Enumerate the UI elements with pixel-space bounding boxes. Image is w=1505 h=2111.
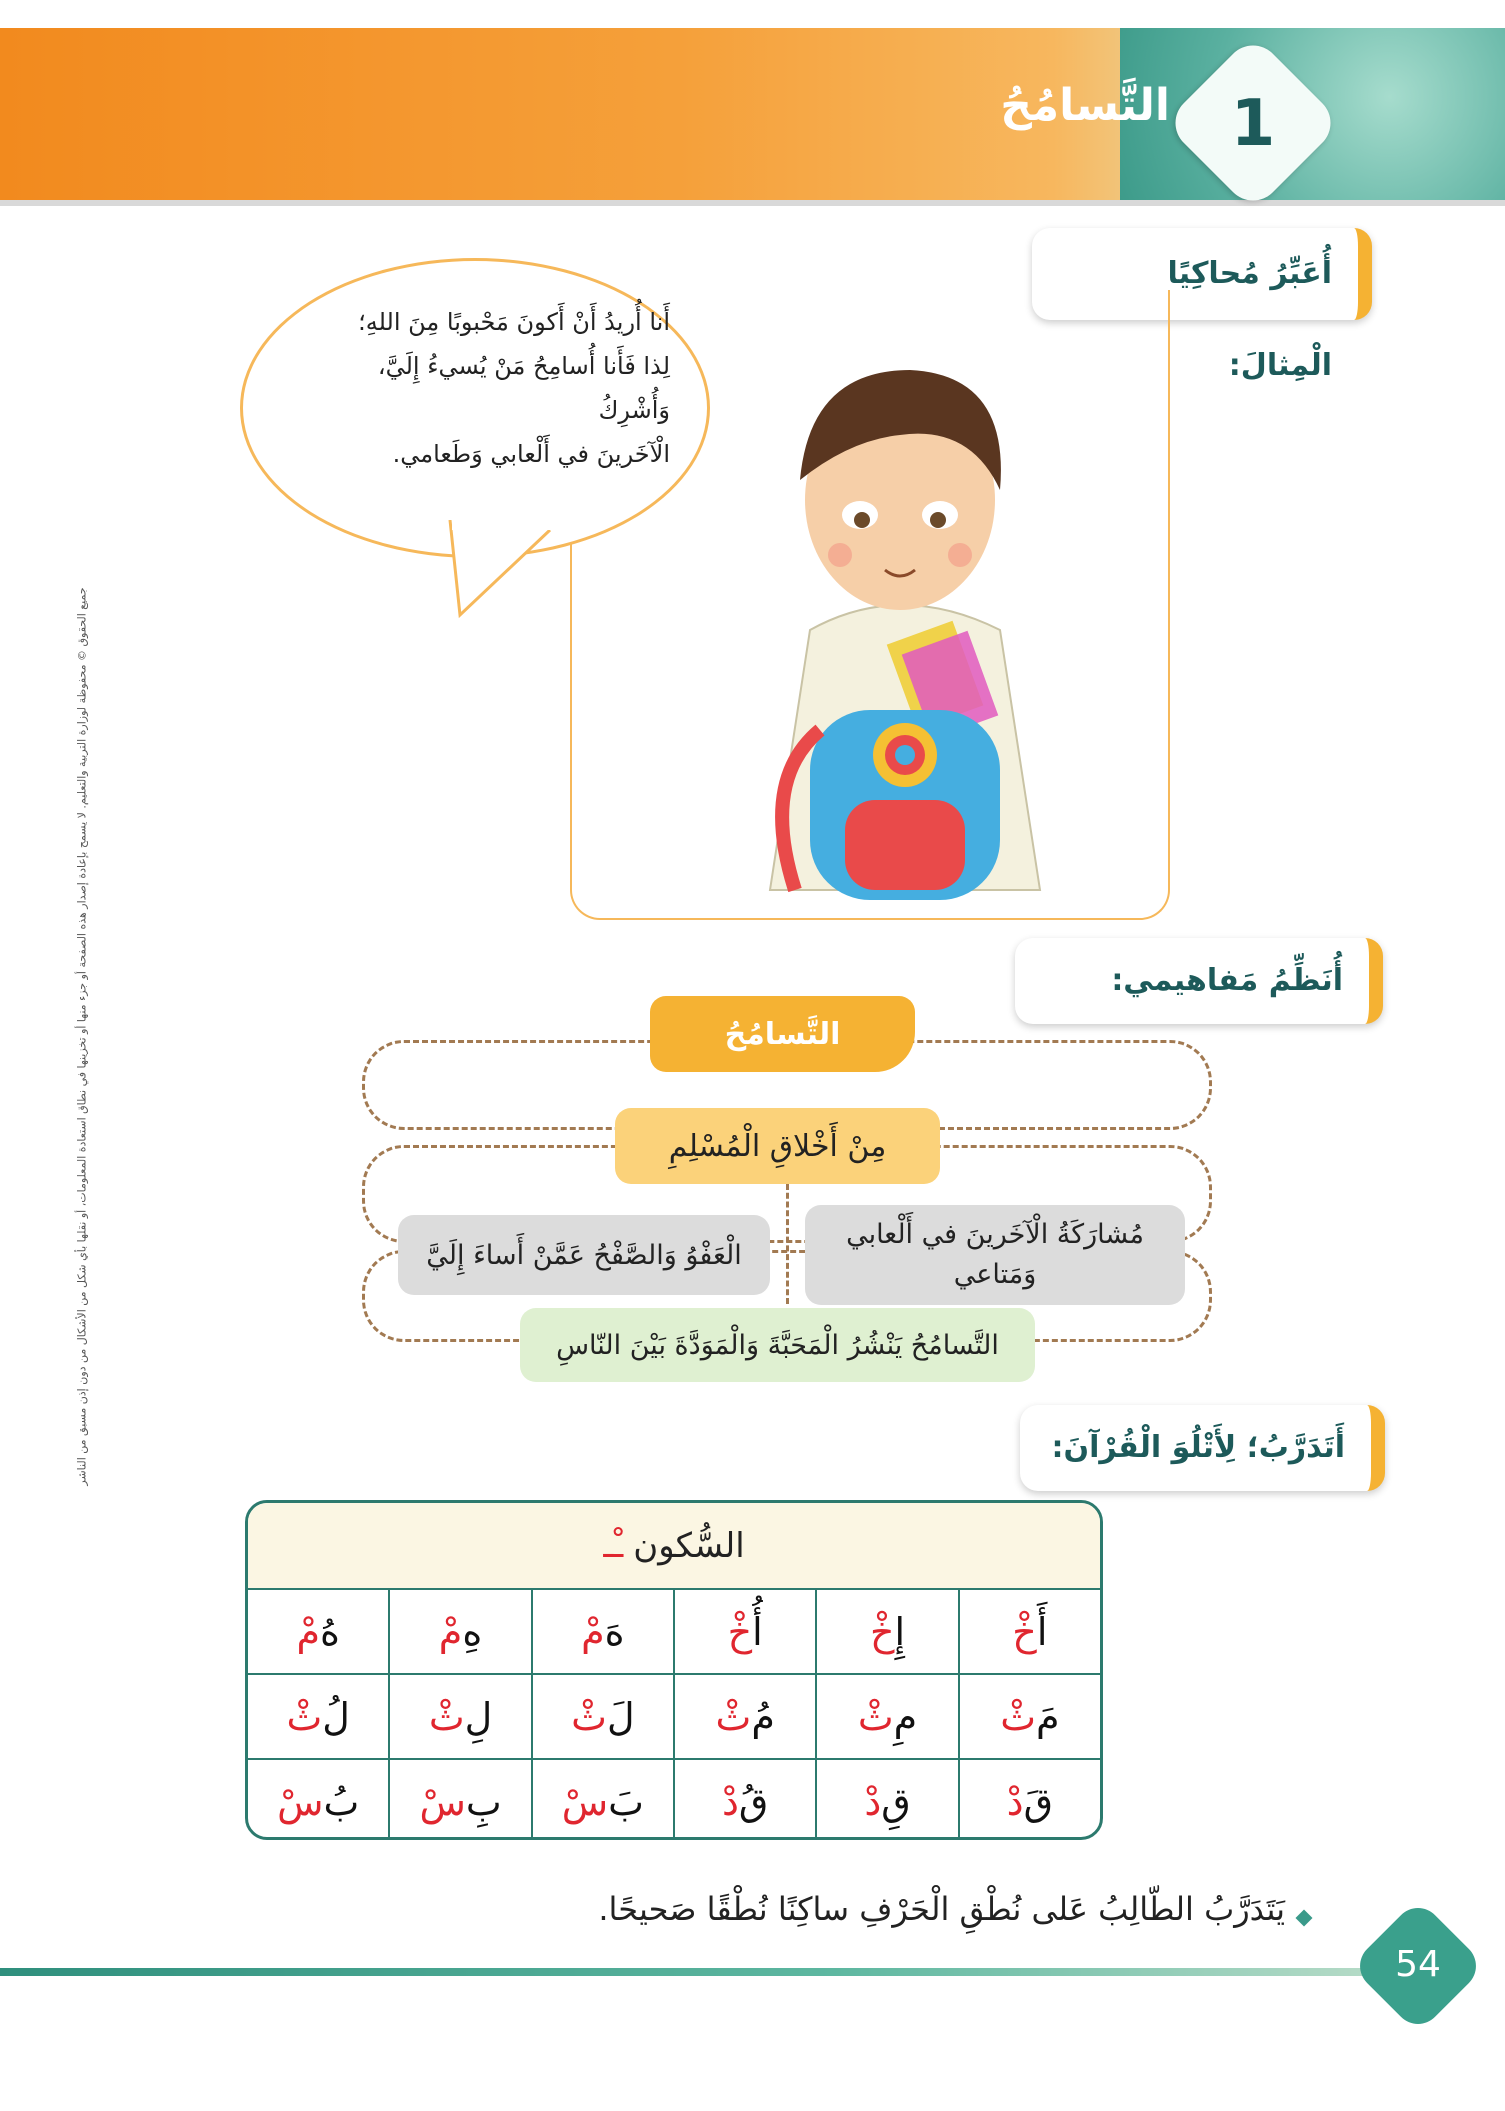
cell-sukun-letter: مْ: [296, 1609, 320, 1654]
cell-sukun-letter: خْ: [727, 1609, 753, 1654]
cell-sukun-letter: خْ: [869, 1609, 895, 1654]
cell-base-letter: أُ: [752, 1609, 763, 1654]
concept-left-box: الْعَفْوُ وَالصَّفْحُ عَمَّنْ أَساءَ إِلَيَّ: [398, 1215, 770, 1295]
bubble-line: الْآخَرينَ في أَلْعابي وَطَعامي.: [392, 440, 670, 468]
sukun-mark: ـْـ: [603, 1525, 624, 1566]
cell-base-letter: لَ: [606, 1694, 635, 1739]
cell-base-letter: بَ: [608, 1779, 644, 1824]
cell-base-letter: قَ: [1023, 1779, 1054, 1824]
cell-sukun-letter: دْ: [721, 1779, 739, 1824]
concept-connector: [786, 1184, 789, 1304]
table-cell: [673, 1760, 815, 1840]
table-cell: [531, 1675, 673, 1758]
cell-base-letter: مِ: [893, 1694, 918, 1739]
cell-base-letter: مَ: [1035, 1694, 1060, 1739]
cell-sukun-letter: دْ: [1006, 1779, 1024, 1824]
speech-bubble-text: [300, 300, 670, 476]
table-row: [248, 1760, 1100, 1840]
cell-sukun-letter: ثْ: [857, 1694, 894, 1739]
table-row: [248, 1675, 1100, 1760]
boy-with-backpack-illustration: [700, 330, 1100, 910]
cell-base-letter: هِ: [462, 1609, 483, 1654]
concept-middle-label: مِنْ أَخْلاقِ الْمُسْلِمِ: [615, 1108, 940, 1184]
table-cell: [958, 1760, 1100, 1840]
page-number: 54: [1395, 1944, 1441, 1985]
table-cell: [388, 1760, 530, 1840]
cell-sukun-letter: ثْ: [715, 1694, 752, 1739]
bubble-line: لِذا فَأَنا أُسامِحُ مَنْ يُسيءُ إِلَيَّ، وَأُشْرِكُ: [377, 352, 670, 424]
table-cell: [958, 1590, 1100, 1673]
table-cell: [673, 1590, 815, 1673]
cell-base-letter: لُ: [322, 1694, 350, 1739]
cell-base-letter: مُ: [751, 1694, 775, 1739]
speech-bubble-tail: [440, 520, 560, 620]
cell-base-letter: قُ: [738, 1779, 769, 1824]
section-title-organize: أُنَظِّمُ مَفاهيمي:: [1015, 938, 1383, 1024]
concept-top-label: التَّسامُحُ: [650, 996, 915, 1072]
cell-sukun-letter: سْ: [561, 1779, 609, 1824]
section-title-practice: أَتَدَرَّبُ؛ لِأَتْلُوَ الْقُرْآنَ:: [1020, 1405, 1385, 1491]
section-title-express: أُعَبِّرُ مُحاكِيًا الْمِثالَ:: [1032, 228, 1372, 320]
cell-sukun-letter: مْ: [438, 1609, 463, 1654]
cell-sukun-letter: سْ: [419, 1779, 466, 1824]
note-bullet-icon: [1296, 1910, 1313, 1927]
cell-base-letter: هُ: [320, 1609, 340, 1654]
practice-note: يَتَدَرَّبُ الطّالِبُ عَلى نُطْقِ الْحَرْفِ ساكِنًا نُطْقًا صَحيحًا.: [598, 1890, 1285, 1928]
table-cell: [815, 1675, 957, 1758]
table-cell: [531, 1760, 673, 1840]
cell-sukun-letter: ثْ: [571, 1694, 607, 1739]
table-cell: [388, 1675, 530, 1758]
cell-sukun-letter: سْ: [277, 1779, 324, 1824]
table-cell: [815, 1760, 957, 1840]
table-cell: [531, 1590, 673, 1673]
cell-sukun-letter: ثْ: [286, 1694, 323, 1739]
table-body: [248, 1590, 1100, 1840]
table-cell: [248, 1675, 388, 1758]
cell-base-letter: أَ: [1036, 1609, 1048, 1654]
cell-base-letter: قِ: [881, 1779, 911, 1824]
table-row: [248, 1590, 1100, 1675]
cell-base-letter: لِ: [464, 1694, 493, 1739]
concept-bottom-label: التَّسامُحُ يَنْشُرُ الْمَحَبَّةَ وَالْمَوَدَّةَ بَيْنَ النّاسِ: [520, 1308, 1035, 1382]
bubble-line: أَنا أُريدُ أَنْ أَكونَ مَحْبوبًا مِنَ اللهِ؛: [358, 308, 670, 336]
footer-line: [0, 1968, 1390, 1976]
table-cell: [815, 1590, 957, 1673]
table-cell: [248, 1760, 388, 1840]
cell-sukun-letter: دْ: [864, 1779, 882, 1824]
table-cell: [388, 1590, 530, 1673]
table-heading: [248, 1503, 1100, 1590]
table-cell: [673, 1675, 815, 1758]
sukun-letters-table: [245, 1500, 1103, 1840]
cell-base-letter: بِ: [465, 1779, 502, 1824]
lesson-title: التَّسامُحُ: [1000, 80, 1170, 131]
header-shadow: [0, 200, 1505, 206]
cell-base-letter: إِ: [894, 1609, 906, 1654]
cell-sukun-letter: خْ: [1012, 1609, 1037, 1654]
cell-sukun-letter: ثْ: [1000, 1694, 1036, 1739]
table-cell: [248, 1590, 388, 1673]
table-heading-word: السُّكون: [633, 1525, 745, 1566]
lesson-number: 1: [1230, 87, 1276, 161]
copyright-text: جميع الحقوق © محفوظة لوزارة التربية والتعليم. لا يسمح بإعادة إصدار هذه الصفحة أو جزء منها أو تخزينها في نطاق استعادة المعلومات، أو نقلها بأي شكل من الأشكال من دون إذن مسبق من الناشر: [75, 587, 89, 1486]
copyright-side-note: [62, 470, 92, 1630]
table-cell: [958, 1675, 1100, 1758]
cell-base-letter: هَ: [604, 1609, 625, 1654]
cell-base-letter: بُ: [323, 1779, 360, 1824]
cell-sukun-letter: مْ: [581, 1609, 605, 1654]
concept-right-box: مُشارَكَةُ الْآخَرينَ في أَلْعابي وَمَتاعي: [805, 1205, 1185, 1305]
cell-sukun-letter: ثْ: [428, 1694, 465, 1739]
